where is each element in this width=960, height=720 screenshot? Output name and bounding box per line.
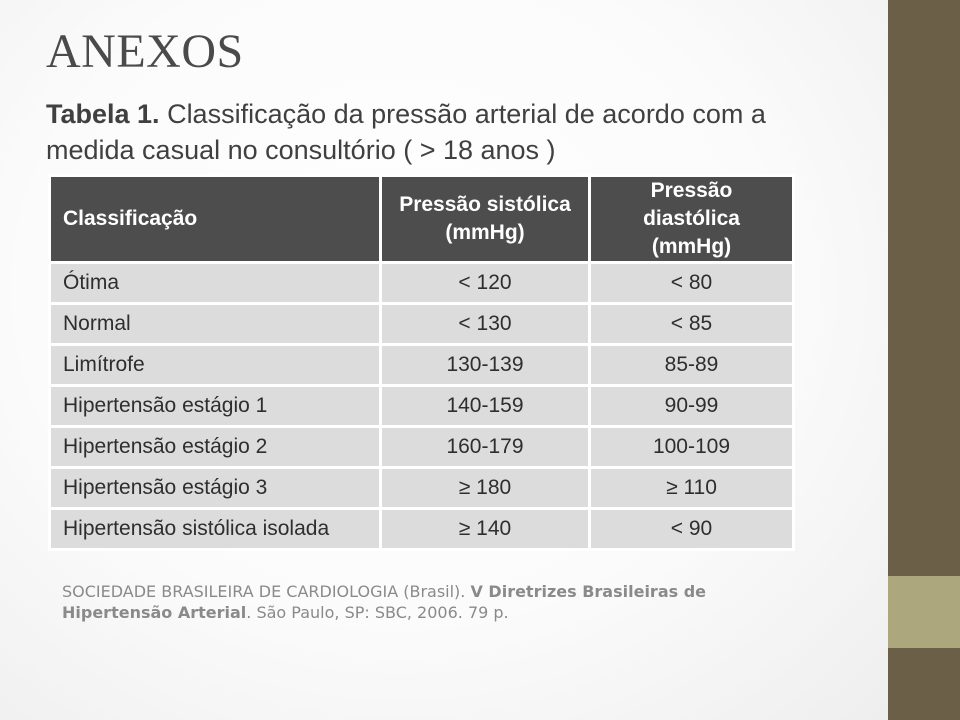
cell-systolic: < 120 — [382, 264, 588, 302]
table-row — [51, 305, 792, 343]
table-row — [51, 469, 792, 507]
cell-systolic: ≥ 140 — [382, 510, 588, 548]
header-diastolic: Pressão diastólica (mmHg) — [591, 177, 792, 261]
table-caption-text: Classificação da pressão arterial de acordo com a medida casual no consultório ( > 18 anos ) — [46, 99, 766, 165]
cell-diastolic: < 80 — [591, 264, 792, 302]
source-publication: . São Paulo, SP: SBC, 2006. 79 p. — [246, 603, 509, 622]
cell-diastolic: < 90 — [591, 510, 792, 548]
cell-classification: Limítrofe — [51, 346, 379, 384]
table-caption — [46, 96, 816, 168]
cell-classification: Hipertensão estágio 2 — [51, 428, 379, 466]
blood-pressure-table — [48, 174, 795, 551]
header-classification: Classificação — [51, 177, 379, 261]
cell-classification: Normal — [51, 305, 379, 343]
cell-diastolic: 85-89 — [591, 346, 792, 384]
cell-systolic: < 130 — [382, 305, 588, 343]
cell-diastolic: < 85 — [591, 305, 792, 343]
table-caption-label: Tabela 1. — [46, 99, 160, 129]
cell-classification: Hipertensão estágio 1 — [51, 387, 379, 425]
table-header-row — [51, 177, 792, 261]
cell-systolic: 130-139 — [382, 346, 588, 384]
header-systolic: Pressão sistólica (mmHg) — [382, 177, 588, 261]
source-citation — [62, 581, 802, 623]
cell-classification: Hipertensão estágio 3 — [51, 469, 379, 507]
cell-diastolic: 90-99 — [591, 387, 792, 425]
table-row — [51, 264, 792, 302]
table-row — [51, 428, 792, 466]
table-row — [51, 387, 792, 425]
table-row — [51, 346, 792, 384]
cell-classification: Ótima — [51, 264, 379, 302]
cell-classification: Hipertensão sistólica isolada — [51, 510, 379, 548]
cell-systolic: ≥ 180 — [382, 469, 588, 507]
cell-diastolic: ≥ 110 — [591, 469, 792, 507]
source-title: V Diretrizes Brasileiras de Hipertensão Arterial — [62, 582, 707, 622]
side-decoration-accent — [888, 576, 960, 648]
cell-systolic: 140-159 — [382, 387, 588, 425]
source-authors: SOCIEDADE BRASILEIRA DE CARDIOLOGIA (Brasil). — [62, 582, 471, 601]
slide-title: ANEXOS — [46, 25, 244, 78]
cell-diastolic: 100-109 — [591, 428, 792, 466]
table-row — [51, 510, 792, 548]
cell-systolic: 160-179 — [382, 428, 588, 466]
